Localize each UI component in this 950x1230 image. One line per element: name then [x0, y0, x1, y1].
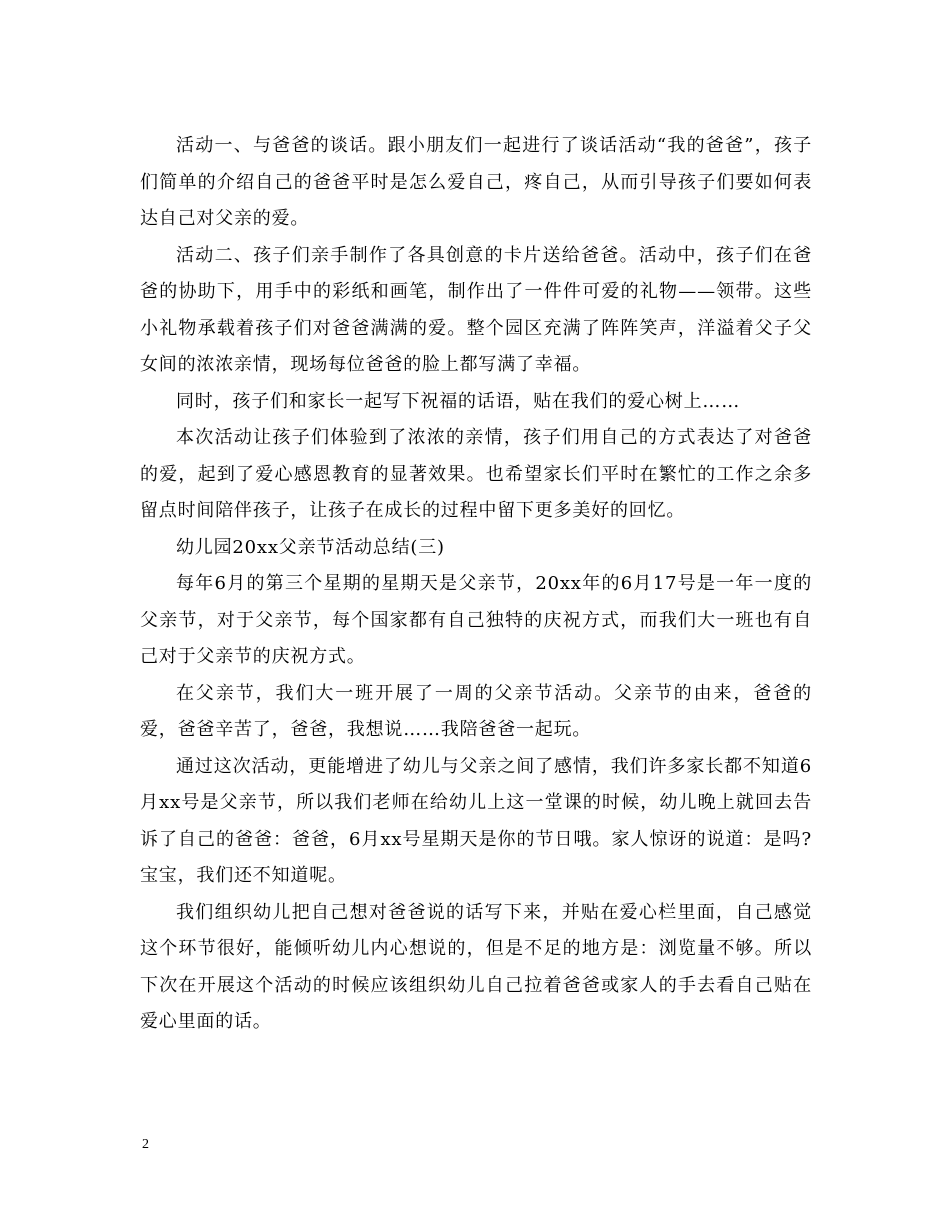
section-heading: 幼儿园20xx父亲节活动总结(三)	[176, 536, 445, 558]
paragraph-activity-one: 活动一、与爸爸的谈话。跟小朋友们一起进行了谈话活动“我的爸爸”，孩子们简单的介绍自己的爸爸平时是怎么爱自己，疼自己，从而引导孩子们要如何表达自己对父亲的爱。	[140, 135, 812, 229]
page-number: 2	[142, 1137, 149, 1152]
paragraph-fathers-day-intro: 每年6月的第三个星期的星期天是父亲节，20xx年的6月17号是一年一度的父亲节，对于父亲节，每个国家都有自己独特的庆祝方式，而我们大一班也有自己对于父亲节的庆祝方式。	[140, 573, 812, 667]
paragraph-activity-effect: 本次活动让孩子们体验到了浓浓的亲情，孩子们用自己的方式表达了对爸爸的爱，起到了爱心感恩教育的显著效果。也希望家长们平时在繁忙的工作之余多留点时间陪伴孩子，让孩子在成长的过程中留下更多美好的回忆。	[140, 427, 812, 521]
paragraph-activity-outcome: 通过这次活动，更能增进了幼儿与父亲之间了感情，我们许多家长都不知道6月xx号是父亲节，所以我们老师在给幼儿上这一堂课的时候，幼儿晚上就回去告诉了自己的爸爸：爸爸，6月xx号星期天是你的节日哦。家人惊讶的说道：是吗?宝宝，我们还不知道呢。	[140, 755, 812, 886]
paragraph-blessings: 同时，孩子们和家长一起写下祝福的话语，贴在我们的爱心树上……	[176, 390, 740, 412]
paragraph-class-activities: 在父亲节，我们大一班开展了一周的父亲节活动。父亲节的由来，爸爸的爱，爸爸辛苦了，爸爸，我想说……我陪爸爸一起玩。	[140, 682, 812, 740]
paragraph-reflection: 我们组织幼儿把自己想对爸爸说的话写下来，并贴在爱心栏里面，自己感觉这个环节很好，能倾听幼儿内心想说的，但是不足的地方是：浏览量不够。所以下次在开展这个活动的时候应该组织幼儿自己拉着爸爸或家人的手去看自己贴在爱心里面的话。	[140, 901, 812, 1032]
paragraph-activity-two: 活动二、孩子们亲手制作了各具创意的卡片送给爸爸。活动中，孩子们在爸爸的协助下，用手中的彩纸和画笔，制作出了一件件可爱的礼物——领带。这些小礼物承载着孩子们对爸爸满满的爱。整个园区充满了阵阵笑声，洋溢着父子父女间的浓浓亲情，现场每位爸爸的脸上都写满了幸福。	[140, 244, 812, 375]
document-body	[140, 128, 812, 1041]
